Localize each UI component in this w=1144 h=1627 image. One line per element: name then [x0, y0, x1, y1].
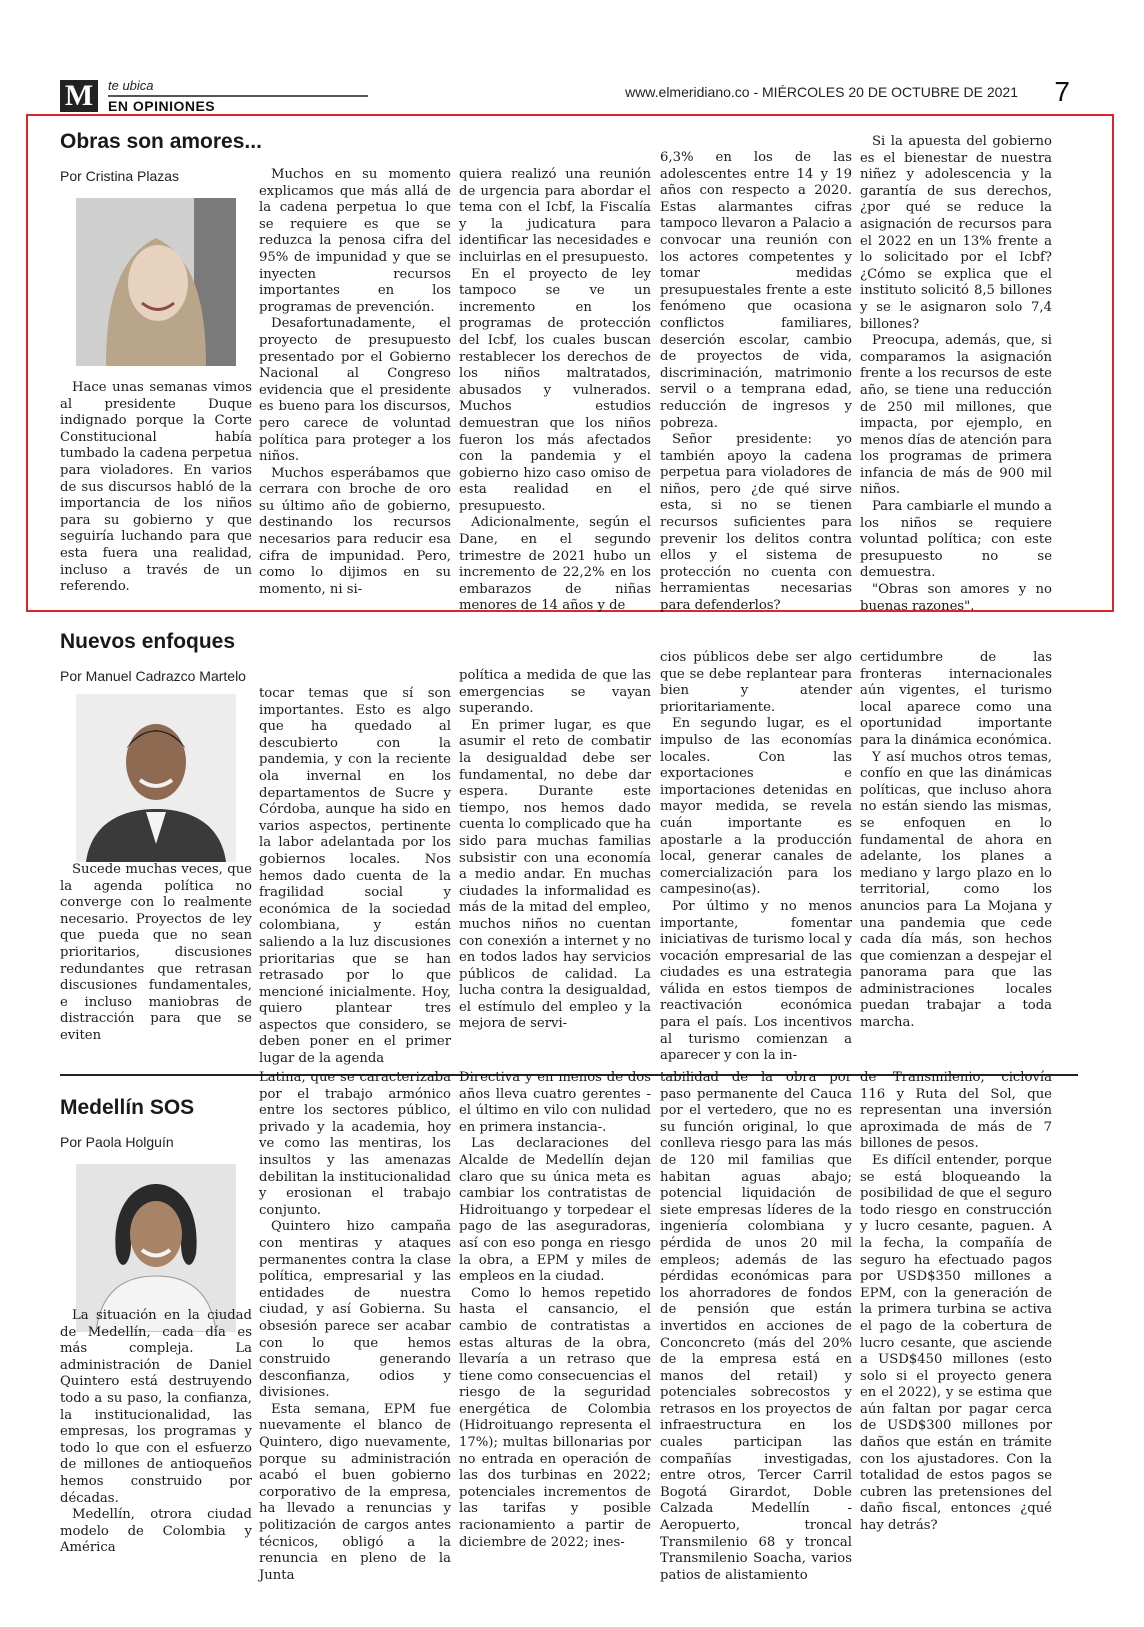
author-portrait-icon: [76, 1164, 236, 1332]
author-photo: [76, 1164, 236, 1332]
article-column: Si la apuesta del gobierno es el bienestar de nuestra niñez y adolescencia y la garantía de sus derechos, ¿por qué se reduce la asignación de recursos para el 2022 en un 13% frente a lo solicitado por el Icbf? ¿Cómo se explica que el instituto solicitó 8,5 billones y se le asignaron solo 7,4 billones? Preocupa, además, que, si comparamos la asignación frente a los recursos de este año, se tiene una reducción de 250 mil millones, que impacta, por ejemplo, en menos días de atención para los programas de primera infancia de más de 900 mil niños. Para cambiarle el mundo a los niños se requiere voluntad política; con este presupuesto no se demuestra. "Obras son amores y no buenas razones".: [860, 134, 1052, 614]
article-title: Medellín SOS: [60, 1096, 195, 1119]
article-title: Obras son amores...: [60, 130, 262, 153]
author-photo: [76, 198, 236, 366]
section-tag-small: te ubica: [108, 78, 154, 93]
article-column: cios públicos debe ser algo que se debe replantear para bien y atender prioritariamente. En segundo lugar, es el impulso de las economías locales. Con las exportaciones e importaciones detenidas en mayor medida, se revela cuán importante es apostarle a la producción local, generar canales de comercialización para los campesino(as). Por último y no menos importante, fomentar iniciativas de turismo local y vocación empresarial de las ciudades es una estrategia válida en estos tiempos de reactivación económica para el país. Los incentivos al turismo comienzan a aparecer y con la in-: [660, 650, 852, 1064]
article-column: de Transmilenio, ciclovía 116 y Ruta del Sol, que representan una inversión aproximada de más de 7 billones de pesos. Es difícil entender, porque se está bloqueando la posibilidad de que el seguro todo riesgo en construcción y lucro cesante, paguen. A la fecha, la compañía de seguro ha efectuado pagos por USD$350 millones a EPM, con la generación de la primera turbina se activa el pago de la cobertura de lucro cesante, que asciende a USD$450 millones (esto solo si el proyecto genera en el 2022), y se estima que aún faltan por pagar cerca de USD$300 millones por daños que están en trámite con los ajustadores. Con la totalidad de estos pagos se cubren las pretensiones del daño fiscal, entonces ¿qué hay detrás?: [860, 1070, 1052, 1534]
article-column: tabilidad de la obra por paso permanente del Cauca por el vertedero, que no es su función original, lo que conlleva riesgo para las más de 120 mil familias que habitan aguas abajo; potencial liquidación de siete empresas líderes de la ingeniería colombiana y pérdida de unos 20 mil empleos; además de las pérdidas económicas para los ahorradores de fondos de pensión que están invertidos en acciones de Conconcreto (más del 20% de la empresa está en manos del retail) y potenciales sobrecostos y retrasos en los proyectos de infraestructura en los cuales participan las compañías investigadas, entre otros, Tercer Carril Bogotá Girardot, Doble Calzada Medellín - Aeropuerto, troncal Transmilenio 68 y troncal Transmilenio Soacha, varios patios de alistamiento: [660, 1070, 852, 1583]
article-column: certidumbre de las fronteras internacionales aún vigentes, el turismo local aparece como una oportunidad importante para la dinámica económica. Y así muchos otros temas, confío en que las dinámicas políticas, que incluso ahora no están siendo las mismas, se enfoquen en lo fundamental de ahora en adelante, los planes a mediano y largo plazo en lo territorial, como los anuncios para La Mojana y una pandemia que cede cada día más, son hechos que comienzan a despejar el panorama para que las administraciones locales puedan trabajar a toda marcha.: [860, 650, 1052, 1031]
article-column: Sucede muchas veces, que la agenda política no converge con lo realmente necesario. Proyectos de ley que pueda que no sean prioritarios, discusiones redundantes que retrasan discusiones fundamentales, e incluso maniobras de distracción para que se eviten: [60, 862, 252, 1043]
article-column: Hace unas semanas vimos al presidente Duque indignado porque la Corte Constitucional había tumbado la cadena perpetua para violadores. En varios de sus discursos habló de la importancia de los niños para su gobierno y que seguiría luchando para que esta fuera una realidad, incluso a través de un referendo.: [60, 380, 252, 595]
author-portrait-icon: [76, 198, 236, 366]
author-portrait-icon: [76, 694, 236, 862]
article-column: Latina, que se caracterizaba por el trabajo armónico entre los sectores público, privado y la academia, hoy ve como las mentiras, los insultos y las amenazas debilitan la institucionalidad y erosionan el trabajo conjunto. Quintero hizo campaña con mentiras y ataques permanentes contra la clase política, empresarial y las entidades de nuestra ciudad, y así Gobierna. Su obsesión parece ser acabar con lo que hemos construido generando desconfianza, odios y divisiones. Esta semana, EPM fue nuevamente el blanco de Quintero, digo nuevamente, porque su administración acabó el buen gobierno corporativo de la empresa, ha llevado a renuncias y politización de cargos antes técnicos, obligó a la renuncia en pleno de la Junta: [259, 1070, 451, 1583]
article-author: Por Paola Holguín: [60, 1134, 174, 1150]
article-column: 6,3% en los de las adolescentes entre 14 y 19 años con respecto a 2020. Estas alarmantes cifras tampoco llevaron a Palacio a convocar una reunión con los actores competentes y tomar medidas presupuestales frente a este fenómeno que ocasiona conflictos familiares, deserción escolar, cambio de proyectos de vida, discriminación, matrimonio servil o a temprana edad, reducción de ingresos y pobreza. Señor presidente: yo también apoyo la cadena perpetua para violadores de niños, pero ¿de qué sirve esta, si no se tienen recursos suficientes para prevenir los delitos contra ellos y el sistema de protección no cuenta con herramientas necesarias para defenderlos?: [660, 150, 852, 614]
article-column: La situación en la ciudad de Medellín, cada día es más compleja. La administración de Daniel Quintero está destruyendo todo a su paso, la confianza, la institucionalidad, las empresas, los programas y todo lo que con el esfuerzo de millones de antioqueños hemos construido por décadas. Medellín, otrora ciudad modelo de Colombia y América: [60, 1308, 252, 1556]
article-column: quiera realizó una reunión de urgencia para abordar el tema con el Icbf, la Fiscalía y la judicatura para identificar las necesidades e incluirlas en el presupuesto. En el proyecto de ley tampoco se ve un incremento en los programas de protección del Icbf, los cuales buscan restablecer los derechos de los niños maltratados, abusados y vulnerados. Muchos estudios demuestran que los niños fueron los más afectados con la pandemia y el gobierno hizo caso omiso de esta realidad en el presupuesto. Adicionalmente, según el Dane, en el segundo trimestre de 2021 hubo un incremento de 22,2% en los embarazos de niñas menores de 14 años y de: [459, 167, 651, 614]
article-column: Directiva y en menos de dos años lleva cuatro gerentes -el último en vilo con nulidad en primera instancia-. Las declaraciones del Alcalde de Medellín dejan claro que su única meta es cambiar los contratistas de Hidroituango y torpedear el pago de las aseguradoras, así con eso ponga en riesgo la obra, a EPM y miles de empleos en la ciudad. Como lo hemos repetido hasta el cansancio, el cambio de contratistas a estas alturas de la obra, llevaría a un retraso que tiene como consecuencias el riesgo de la seguridad energética de Colombia (Hidroituango representa el 17%); multas billonarias por no entrada en operación de las dos turbinas en 2022; potenciales incrementos de las tarifas y posible racionamiento a partir de diciembre de 2022; ines-: [459, 1070, 651, 1550]
article-column: Muchos en su momento explicamos que más allá de la cadena perpetua lo que se requiere es que se reduzca la penosa cifra del 95% de impunidad y que se inyecten recursos importantes en los programas de prevención. Desafortunadamente, el proyecto de presupuesto presentado por el Gobierno Nacional al Congreso evidencia que el presidente es bueno para los discursos, pero carece de voluntad política para proteger a los niños. Muchos esperábamos que cerrara con broche de oro su último año de gobierno, destinando los recursos necesarios para reducir esa cifra de impunidad. Pero, como lo dijimos en su momento, ni si-: [259, 167, 451, 597]
newspaper-logo: M: [60, 80, 98, 112]
page-header: [60, 78, 1070, 114]
article-author: Por Manuel Cadrazco Martelo: [60, 668, 246, 684]
article-column: política a medida de que las emergencias se vayan superando. En primer lugar, es que asumir el reto de combatir la desigualdad debe ser fundamental, no debe dar espera. Durante este tiempo, nos hemos dado cuenta lo complicado que ha sido para muchas familias subsistir con una economía a medio andar. En muchas ciudades la informalidad es más de la mitad del empleo, muchos niños no cuentan con conexión a internet y no en todos lados hay servicios públicos de calidad. La lucha contra la desigualdad, el estímulo del empleo y la mejora de servi-: [459, 668, 651, 1032]
article-column: tocar temas que sí son importantes. Esto es algo que ha quedado al descubierto con la pandemia, y con la reciente ola invernal en los departamentos de Sucre y Córdoba, aunque ha sido en varios aspectos, pertinente la labor adelantada por los gobiernos locales. Nos hemos dado cuenta de la fragilidad social y económica de la sociedad colombiana, y están saliendo a la luz discusiones prioritarias que se han retrasado por lo que mencioné inicialmente. Hoy, quiero plantear tres aspectos que considero, se deben poner en el primer lugar de la agenda: [259, 686, 451, 1067]
section-tag: EN OPINIONES: [108, 98, 216, 112]
page-number: 7: [1054, 76, 1070, 107]
section-tag-divider: [108, 95, 368, 97]
site-and-date: www.elmeridiano.co - MIÉRCOLES 20 DE OCTUBRE DE 2021: [625, 84, 1018, 100]
author-photo: [76, 694, 236, 862]
article-title: Nuevos enfoques: [60, 630, 236, 653]
article-author: Por Cristina Plazas: [60, 168, 180, 184]
